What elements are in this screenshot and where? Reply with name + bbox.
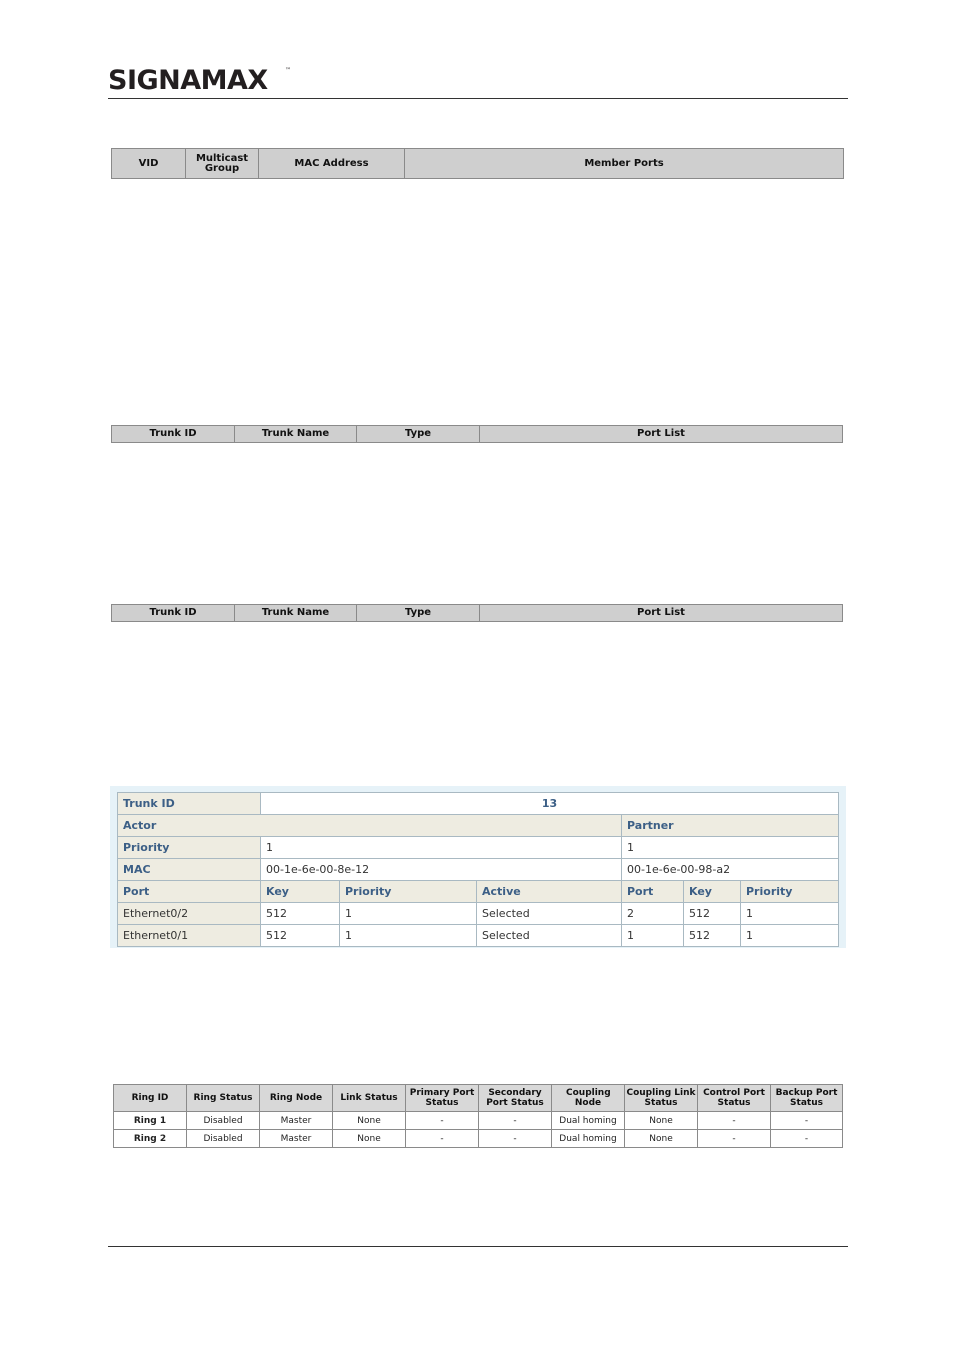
partner-priority: 1: [741, 925, 839, 947]
table-row: [118, 925, 839, 947]
column-ring-id: Ring ID: [114, 1085, 187, 1112]
column-mac-address: MAC Address: [259, 149, 405, 179]
active: Selected: [477, 925, 622, 947]
actor-priority: 1: [261, 837, 622, 859]
actor-label: Actor: [118, 815, 622, 837]
partner-priority: 1: [741, 903, 839, 925]
column-coupling-node: Coupling Node: [552, 1085, 625, 1112]
column-type: Type: [357, 426, 480, 443]
mac-label: MAC: [118, 859, 261, 881]
lacp-table: [117, 792, 839, 947]
col-partner-priority: Priority: [741, 881, 839, 903]
ring-status: Disabled: [187, 1130, 260, 1148]
column-ring-status: Ring Status: [187, 1085, 260, 1112]
col-priority: Priority: [340, 881, 477, 903]
coupling-link-status: None: [625, 1130, 698, 1148]
partner-priority: 1: [622, 837, 839, 859]
column-secondary-port-status: Secondary Port Status: [479, 1085, 552, 1112]
trunk-id-label: Trunk ID: [118, 793, 261, 815]
trunk-table-1: [111, 425, 843, 443]
column-trunk-id: Trunk ID: [112, 426, 235, 443]
port-name: Ethernet0/2: [118, 903, 261, 925]
column-type: Type: [357, 605, 480, 622]
partner-key: 512: [684, 925, 741, 947]
header-rule: [108, 98, 848, 99]
column-vid: VID: [112, 149, 186, 179]
column-primary-port-status: Primary Port Status: [406, 1085, 479, 1112]
column-port-list: Port List: [480, 605, 843, 622]
priority: 1: [340, 925, 477, 947]
partner-mac: 00-1e-6e-00-98-a2: [622, 859, 839, 881]
key: 512: [261, 925, 340, 947]
secondary-port-status: -: [479, 1130, 552, 1148]
column-coupling-link-status: Coupling Link Status: [625, 1085, 698, 1112]
col-port: Port: [118, 881, 261, 903]
trunk-id-value: 13: [261, 793, 839, 815]
column-member-ports: Member Ports: [405, 149, 844, 179]
control-port-status: -: [698, 1112, 771, 1130]
column-multicast-group: Multicast Group: [186, 149, 259, 179]
column-ring-node: Ring Node: [260, 1085, 333, 1112]
backup-port-status: -: [771, 1130, 843, 1148]
priority-label: Priority: [118, 837, 261, 859]
column-backup-port-status: Backup Port Status: [771, 1085, 843, 1112]
coupling-node: Dual homing: [552, 1130, 625, 1148]
active: Selected: [477, 903, 622, 925]
actor-mac: 00-1e-6e-00-8e-12: [261, 859, 622, 881]
column-control-port-status: Control Port Status: [698, 1085, 771, 1112]
signamax-logo: [108, 62, 298, 94]
svg-text:™: ™: [285, 67, 291, 74]
key: 512: [261, 903, 340, 925]
link-status: None: [333, 1130, 406, 1148]
ring-node: Master: [260, 1112, 333, 1130]
partner-port: 2: [622, 903, 684, 925]
partner-label: Partner: [622, 815, 839, 837]
ring-table: [113, 1084, 843, 1148]
table-row: [114, 1112, 843, 1130]
col-key: Key: [261, 881, 340, 903]
col-partner-key: Key: [684, 881, 741, 903]
primary-port-status: -: [406, 1130, 479, 1148]
column-trunk-name: Trunk Name: [235, 605, 357, 622]
multicast-table: [111, 148, 844, 179]
partner-key: 512: [684, 903, 741, 925]
link-status: None: [333, 1112, 406, 1130]
ring-status: Disabled: [187, 1112, 260, 1130]
partner-port: 1: [622, 925, 684, 947]
col-partner-port: Port: [622, 881, 684, 903]
control-port-status: -: [698, 1130, 771, 1148]
col-active: Active: [477, 881, 622, 903]
ring-node: Master: [260, 1130, 333, 1148]
ring-id: Ring 1: [114, 1112, 187, 1130]
column-trunk-id: Trunk ID: [112, 605, 235, 622]
column-port-list: Port List: [480, 426, 843, 443]
backup-port-status: -: [771, 1112, 843, 1130]
secondary-port-status: -: [479, 1112, 552, 1130]
svg-text:SIGNAMAX: SIGNAMAX: [108, 65, 268, 94]
table-row: [118, 903, 839, 925]
table-row: [114, 1130, 843, 1148]
coupling-node: Dual homing: [552, 1112, 625, 1130]
port-name: Ethernet0/1: [118, 925, 261, 947]
footer-rule: [108, 1246, 848, 1247]
coupling-link-status: None: [625, 1112, 698, 1130]
primary-port-status: -: [406, 1112, 479, 1130]
priority: 1: [340, 903, 477, 925]
column-trunk-name: Trunk Name: [235, 426, 357, 443]
trunk-table-2: [111, 604, 843, 622]
column-link-status: Link Status: [333, 1085, 406, 1112]
ring-id: Ring 2: [114, 1130, 187, 1148]
